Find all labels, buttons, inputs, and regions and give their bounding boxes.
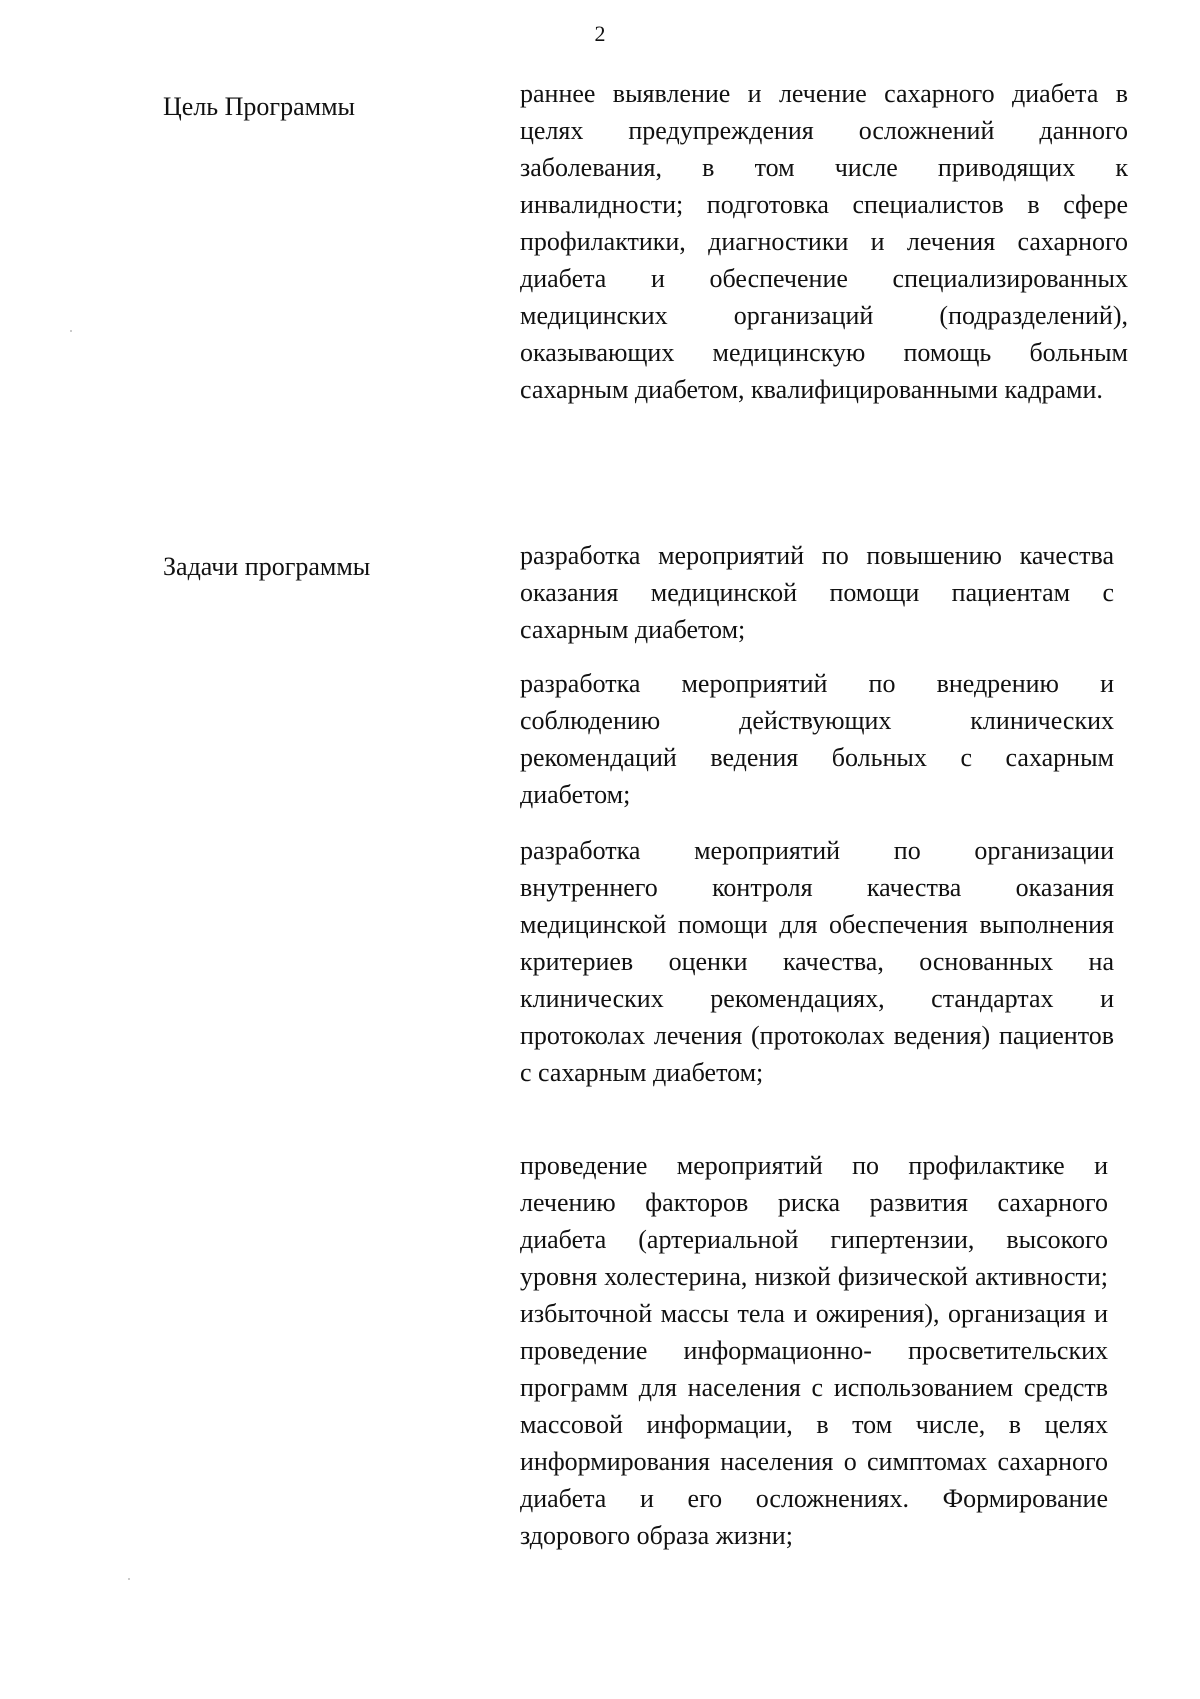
scan-speck	[70, 330, 72, 332]
task-paragraph: разработка мероприятий по внедрению и соблюдению действующих клинических рекомендаций ведения больных с сахарным диабетом;	[520, 669, 1114, 809]
tasks-label: Задачи программы	[163, 552, 371, 581]
goal-text: раннее выявление и лечение сахарного диабета в целях предупреждения осложнений данного заболевания, в том числе приводящих к инвалидности; подготовка специалистов в сфере профилактики, диагностики и лечения сахарного диабета и обеспечение специализированных медицинских организаций (подразделений), оказывающих медицинскую помощь больным сахарным диабетом, квалифицированными кадрами.	[520, 79, 1128, 404]
goal-label: Цель Программы	[163, 92, 356, 121]
page-number: 2	[594, 21, 606, 46]
task-paragraph: разработка мероприятий по повышению качества оказания медицинской помощи пациентам с сахарным диабетом;	[520, 541, 1114, 644]
task-paragraph: проведение мероприятий по профилактике и лечению факторов риска развития сахарного диабета (артериальной гипертензии, высокого уровня холестерина, низкой физической активности; избыточной массы тела и ожирения), организация и проведение информационно- просветительских программ для населения с использованием средств массовой информации, в том числе, в целях информирования населения о симптомах сахарного диабета и его осложнениях. Формирование здорового образа жизни;	[520, 1151, 1108, 1550]
task-paragraph: разработка мероприятий по организации внутреннего контроля качества оказания медицинской помощи для обеспечения выполнения критериев оценки качества, основанных на клинических рекомендациях, стандартах и протоколах лечения (протоколах ведения) пациентов с сахарным диабетом;	[520, 836, 1114, 1087]
scan-speck	[128, 1578, 130, 1580]
